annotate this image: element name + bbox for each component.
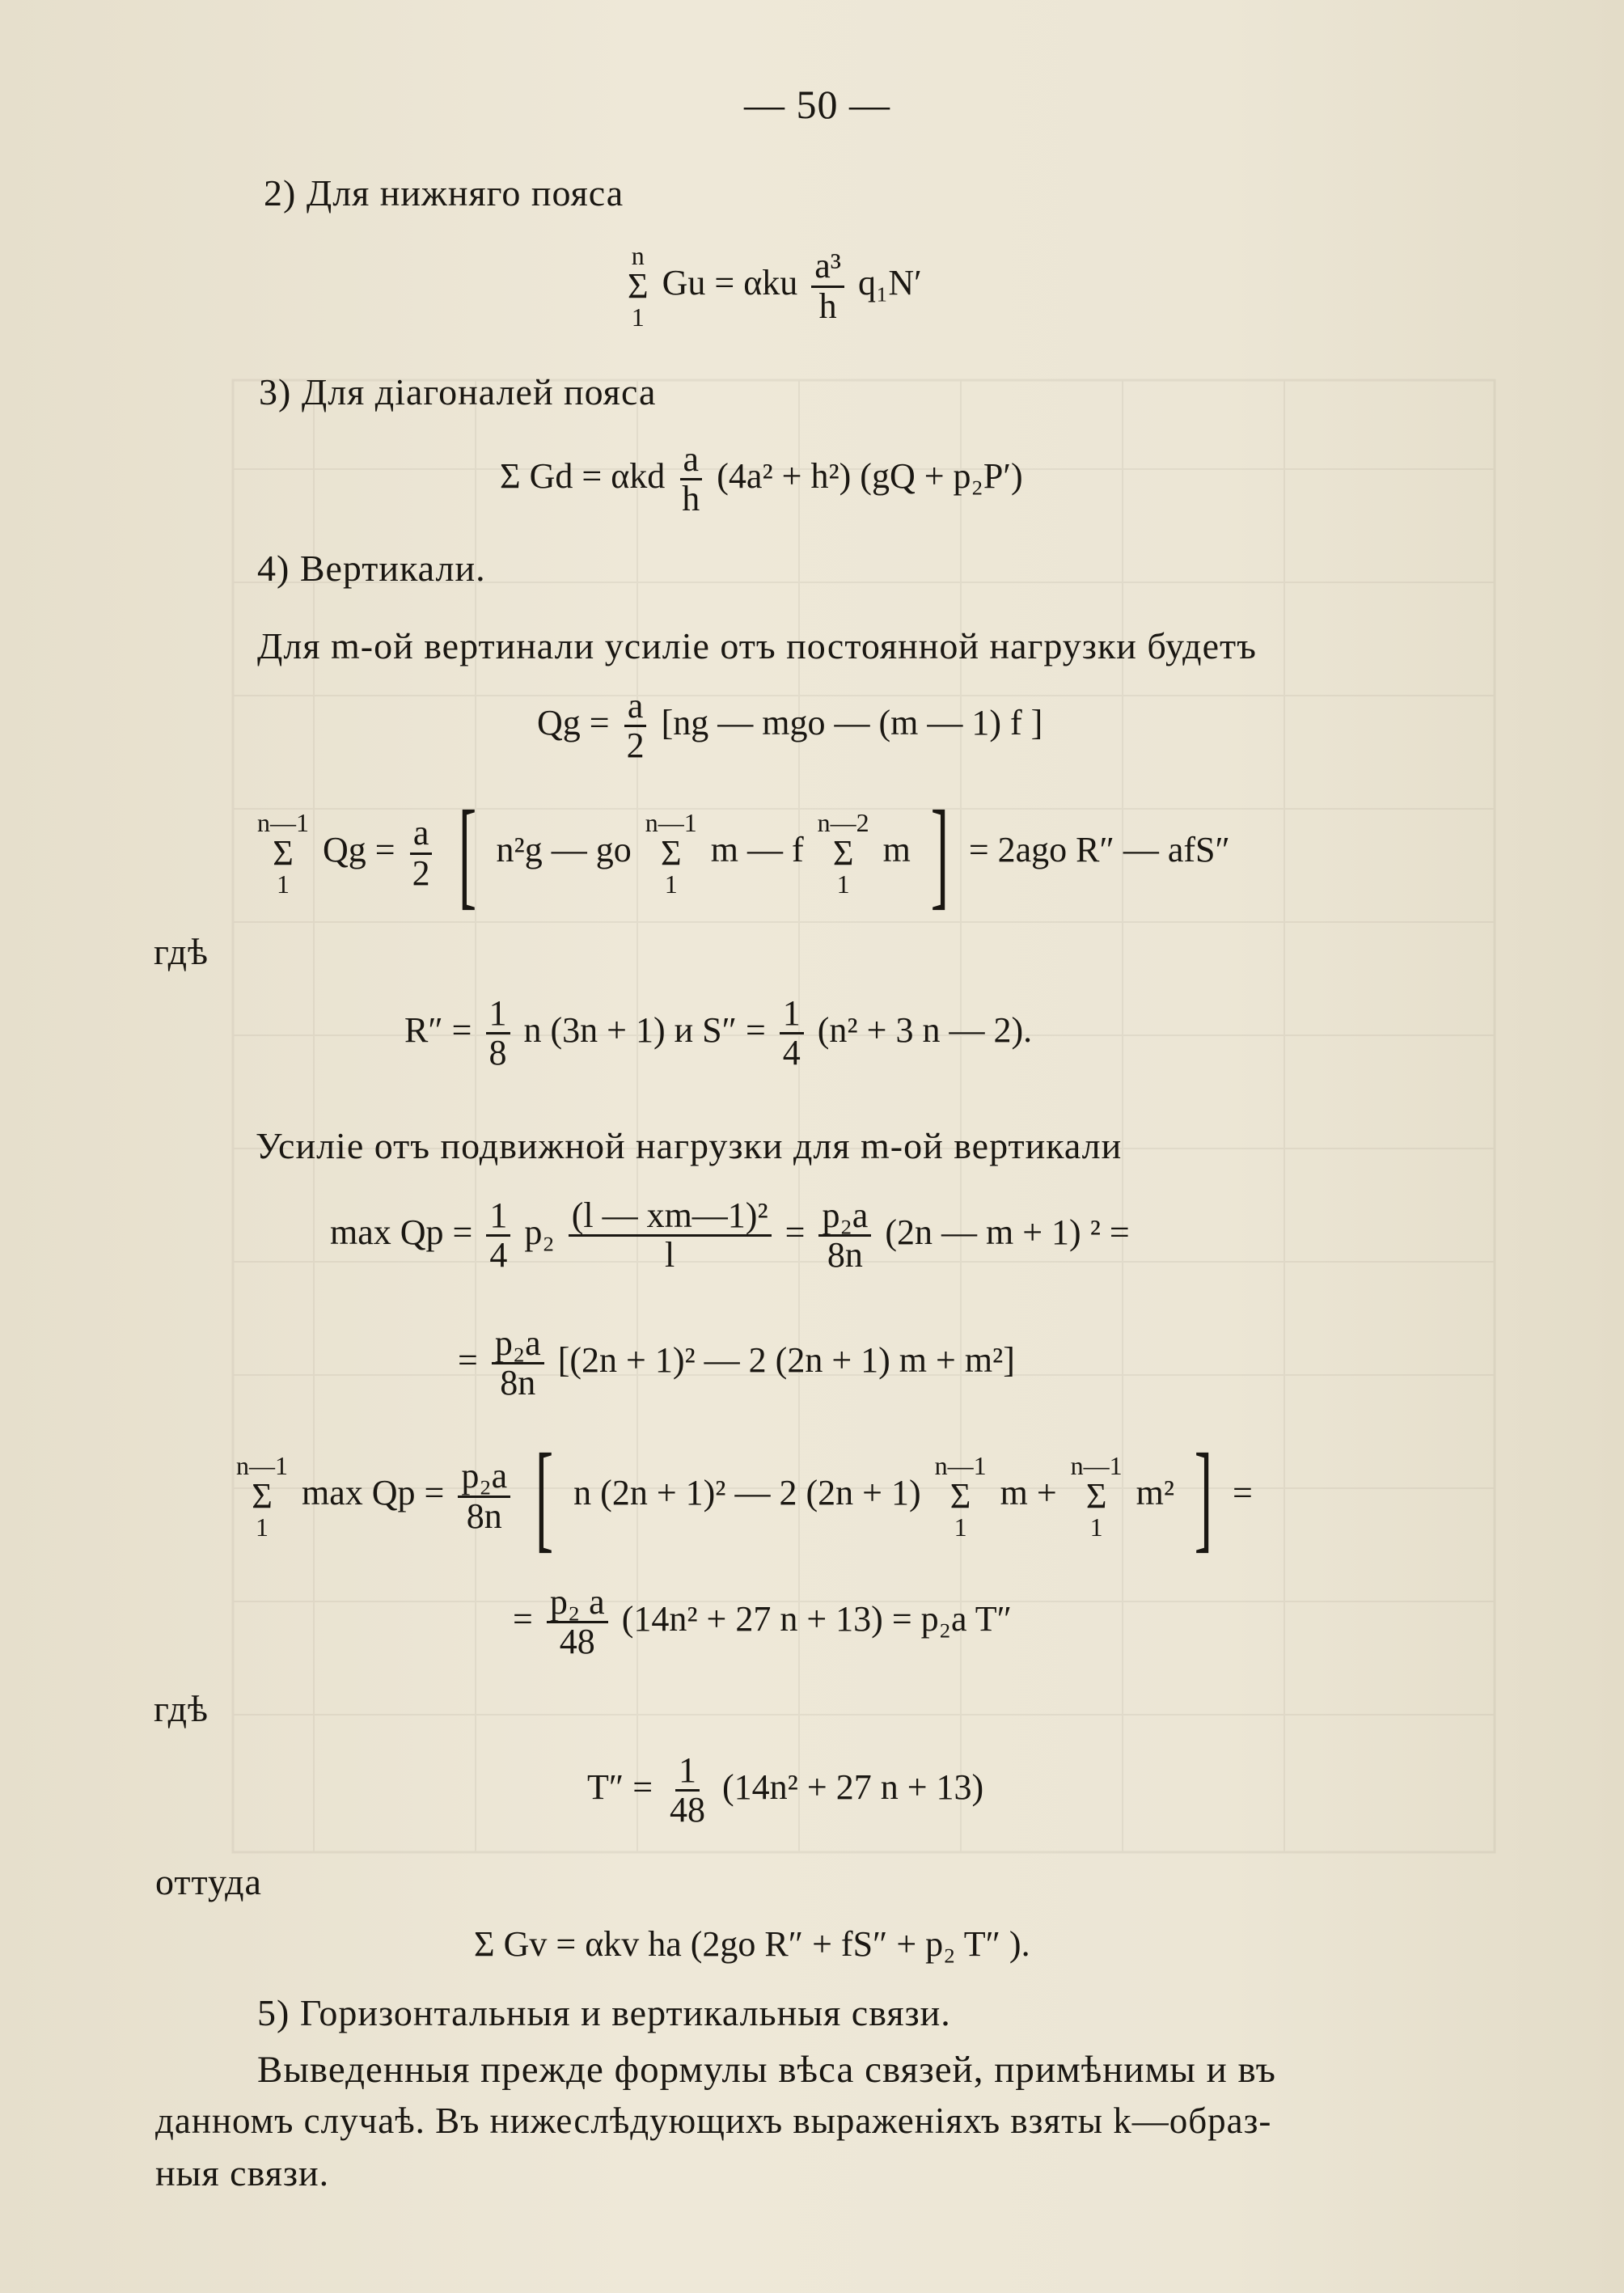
sum-symbol: n—1 Σ 1	[645, 808, 697, 899]
right-bracket: ]	[1194, 1429, 1213, 1563]
fraction: $\frac{\text{p₂a}}{8n}$	[492, 1325, 544, 1402]
fraction: $\frac{1}{4}$	[780, 995, 804, 1072]
fraction: $\frac{\text{(l — xm—1)²}}{l}$	[569, 1197, 772, 1274]
equation-sum-max-qp: n—1 Σ 1 max Qp = $\frac{\text{p₂a}}{8n}$ [ n (2n + 1)² — 2 (2n + 1) n—1 Σ 1 m + n—1 Σ 1 m² ] =	[236, 1429, 1253, 1563]
fraction: $\frac{\text{p₂ a}}{48}$	[547, 1584, 608, 1661]
fraction: $\frac{a}{2}$	[409, 814, 433, 891]
where-label-2: гдѣ	[154, 1688, 209, 1729]
equation-sum-qg: n—1 Σ 1 Qg = $\frac{a}{2}$ [ n²g — go n—1 Σ 1 m — f n—2 Σ 1 m ] = 2ago R″ — afS″	[257, 786, 1230, 920]
left-bracket: [	[458, 786, 476, 920]
section-4-heading: 4) Вертикали.	[257, 548, 486, 589]
section-3-heading: 3) Для діагоналей пояса	[259, 371, 657, 412]
page-number: — 50 —	[744, 82, 890, 127]
sum-symbol: n—1 Σ 1	[934, 1451, 987, 1542]
equation-qg: Qg = $\frac{a}{2}$ [ng — mgo — (m — 1) f ]	[537, 686, 1043, 766]
fraction: $\frac{\text{a³}}{h}$	[811, 247, 844, 324]
equation-lower-chord: n Σ 1 Gu = αku $\frac{\text{a³}}{h}$ q₁N′	[628, 241, 922, 332]
equation-diagonals: Σ Gd = αkd $\frac{a}{h}$ (4a² + h²) (gQ + p₂P′)	[500, 439, 1023, 519]
sum-symbol: n—1 Σ 1	[236, 1451, 288, 1542]
where-label-1: гдѣ	[154, 931, 209, 972]
section-2-heading: 2) Для нижняго пояса	[264, 172, 624, 214]
paragraph-line-2: данномъ случаѣ. Въ нижеслѣдующихъ выраженіяхъ взяты k—образ-	[155, 2101, 1272, 2141]
paragraph-vertical-permanent: Для m-ой вертинали усиліе отъ постоянной нагрузки будетъ	[257, 625, 1257, 666]
sum-symbol: n—2 Σ 1	[817, 808, 869, 899]
equation-r-s: R″ = $\frac{1}{8}$ n (3n + 1) и S″ = $\frac{1}{4}$ (n² + 3 n — 2).	[404, 993, 1033, 1073]
hence-label: оттуда	[155, 1861, 262, 1902]
fraction: $\frac{a}{2}$	[624, 687, 648, 764]
paragraph-line-3: ныя связи.	[155, 2152, 330, 2194]
equation-t: T″ = $\frac{1}{48}$ (14n² + 27 n + 13)	[587, 1750, 984, 1830]
equation-gv: Σ Gv = αkv ha (2go R″ + fS″ + p₂ T″ ).	[474, 1924, 1030, 1964]
paragraph-line-1: Выведенныя прежде формулы вѣса связей, примѣнимы и въ	[257, 2049, 1276, 2091]
sum-symbol: n—1 Σ 1	[257, 808, 309, 899]
fraction: $\frac{1}{4}$	[486, 1197, 510, 1274]
equation-max-qp: max Qp = $\frac{1}{4}$ p₂ $\frac{\text{(l — xm—1)²}}{l}$ = $\frac{\text{p₂a}}{8n}$ (2n — m + 1) ² =	[330, 1195, 1130, 1276]
paragraph-moving-load: Усиліе отъ подвижной нагрузки для m-ой вертикали	[256, 1125, 1123, 1166]
sum-symbol: n Σ 1	[628, 241, 649, 332]
right-bracket: ]	[930, 786, 949, 920]
fraction: $\frac{\text{p₂a}}{8n}$	[458, 1457, 510, 1534]
section-5-heading: 5) Горизонтальныя и вертикальныя связи.	[257, 1992, 951, 2033]
left-bracket: [	[535, 1429, 554, 1563]
fraction: $\frac{1}{8}$	[486, 995, 510, 1072]
sum-symbol: n—1 Σ 1	[1070, 1451, 1123, 1542]
fraction: $\frac{\text{p₂a}}{8n}$	[818, 1197, 871, 1274]
fraction: $\frac{a}{h}$	[679, 441, 703, 518]
equation-max-qp-expanded: = $\frac{\text{p₂a}}{8n}$ [(2n + 1)² — 2 (2n + 1) m + m²]	[458, 1323, 1015, 1403]
equation-t-result: = $\frac{\text{p₂ a}}{48}$ (14n² + 27 n + 13) = p₂a T″	[513, 1582, 1012, 1662]
fraction: $\frac{1}{48}$	[670, 1750, 706, 1830]
